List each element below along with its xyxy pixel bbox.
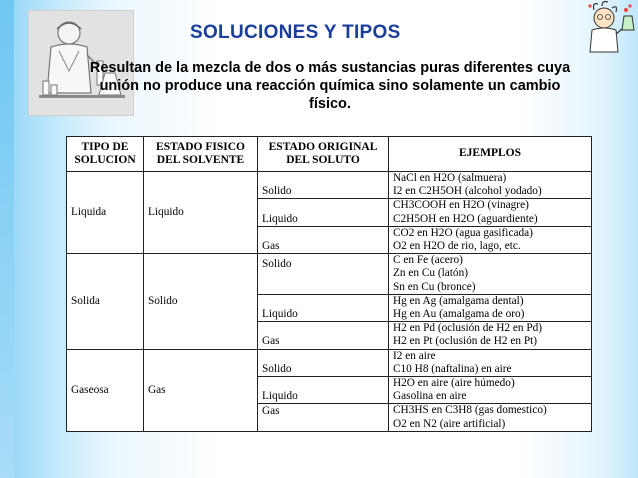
header-tipo: TIPO DE SOLUCION (67, 137, 144, 172)
ejemplos-cell: CO2 en H2O (agua gasificada) O2 en H2O de rio, lago, etc. (389, 226, 592, 253)
ejemplos-cell: C en Fe (acero) Zn en Cu (latón) Sn en Cu (bronce) (389, 254, 592, 295)
solutions-table (66, 136, 592, 432)
table-row (67, 172, 592, 199)
tipo-cell: Solida (67, 254, 144, 349)
ejemplos-cell: CH3COOH en H2O (vinagre) C2H5OH en H2O (aguardiente) (389, 199, 592, 226)
scientist-cartoon (578, 0, 636, 56)
intro-paragraph: Resultan de la mezcla de dos o más sustancias puras diferentes cuya unión no produce una reacción química sino solamente un cambio físico. (89, 60, 571, 112)
ejemplos-cell: H2 en Pd (oclusión de H2 en Pd) H2 en Pt (oclusión de H2 en Pt) (389, 322, 592, 349)
table-header-row (67, 137, 592, 172)
soluto-cell: Liquido (258, 294, 389, 321)
soluto-cell: Liquido (258, 199, 389, 226)
header-ejemplos: EJEMPLOS (389, 137, 592, 172)
soluto-cell: Solido (258, 172, 389, 199)
tipo-cell: Gaseosa (67, 349, 144, 431)
ejemplos-cell: NaCl en H2O (salmuera) I2 en C2H5OH (alcohol yodado) (389, 172, 592, 199)
soluto-cell: Gas (258, 404, 389, 431)
tipo-cell: Liquida (67, 172, 144, 254)
ejemplos-cell: I2 en aire C10 H8 (naftalina) en aire (389, 349, 592, 376)
slide-title: SOLUCIONES Y TIPOS (190, 22, 401, 43)
header-estado-solvente: ESTADO FISICO DEL SOLVENTE (144, 137, 258, 172)
solvente-cell: Gas (144, 349, 258, 431)
solvente-cell: Solido (144, 254, 258, 349)
soluto-cell: Gas (258, 226, 389, 253)
ejemplos-cell: Hg en Ag (amalgama dental) Hg en Au (amalgama de oro) (389, 294, 592, 321)
soluto-cell: Solido (258, 254, 389, 295)
soluto-cell: Gas (258, 322, 389, 349)
soluto-cell: Solido (258, 349, 389, 376)
left-accent-stripe (0, 0, 14, 478)
ejemplos-cell: CH3HS en C3H8 (gas domestico) O2 en N2 (aire artificial) (389, 404, 592, 431)
header-estado-soluto: ESTADO ORIGINAL DEL SOLUTO (258, 137, 389, 172)
table-row (67, 349, 592, 376)
ejemplos-cell: H2O en aire (aire húmedo) Gasolina en aire (389, 377, 592, 404)
soluto-cell: Liquido (258, 377, 389, 404)
solvente-cell: Liquido (144, 172, 258, 254)
table-row (67, 254, 592, 295)
